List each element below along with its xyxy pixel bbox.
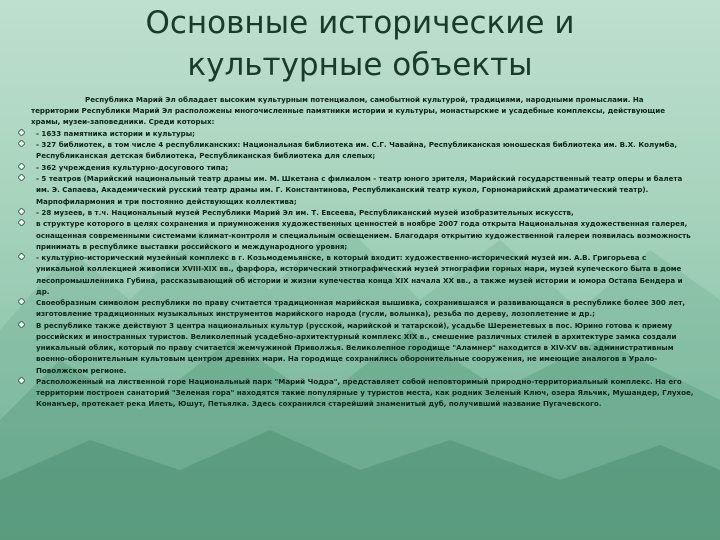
list-item: [18, 320, 694, 376]
list-item: [18, 207, 694, 218]
diamond-bullet-icon: [18, 174, 25, 181]
list-item: [18, 218, 694, 252]
diamond-bullet-icon: [18, 219, 25, 226]
list-item: [18, 128, 694, 139]
list-item: [18, 297, 694, 319]
diamond-bullet-icon: [18, 163, 25, 170]
diamond-bullet-icon: [18, 377, 25, 384]
slide-body: [18, 94, 694, 410]
intro-paragraph: Республика Марий Эл обладает высоким культурным потенциалом, самобытной культурой, традициями, народными промыслами. На территории Республики Марий Эл расположены многочисленные памятники истории и культуры, монастырские и усадебные комплексы, действующие храмы, музеи-заповедники. Среди которых:: [31, 95, 666, 127]
list-item-text: - 5 театров (Марийский национальный театр драмы им. М. Шкетана с филиалом - театр юного зрителя, Марийский государственный театр оперы и балета им. Э. Сапаева, Академический русский театр драмы им. Г. Константинова, Республиканский театр кукол, Горномарийский драматический театр). Марпофилармония и три постоянно действующих коллектива;: [36, 174, 683, 206]
list-item-text: - 362 учреждения культурно-досугового типа;: [36, 162, 229, 172]
list-item: [18, 173, 694, 207]
list-item-text: - 327 библиотек, в том числе 4 республиканских: Национальная библиотека им. С.Г. Чавайна, Республиканская юношеская библиотека им. В.Х. Колумба, Республиканская детская библиотека, Республиканская библиотека для слепых;: [36, 140, 678, 161]
diamond-bullet-icon: [18, 321, 25, 328]
list-item: [18, 252, 694, 297]
diamond-bullet-icon: [18, 129, 25, 136]
list-item: [18, 139, 694, 161]
list-item-text: в структуре которого в целях сохранения и приумножения художественных ценностей в ноябре 2007 года открыта Национальная художественная галерея, оснащенная современными системами климат-контроля и специальным освещением. Благодаря открытию художественной галереи появилась возможность принимать в республике выставки российского и международного уровня;: [36, 219, 691, 251]
diamond-bullet-icon: [18, 253, 25, 260]
diamond-bullet-icon: [18, 298, 25, 305]
list-item-text: - 28 музеев, в т.ч. Национальный музей Республики Марий Эл им. Т. Евсеева, Республиканский музей изобразительных искусств,: [36, 207, 574, 217]
diamond-bullet-icon: [18, 208, 25, 215]
list-item: [18, 162, 694, 173]
list-item-text: В республике также действуют 3 центра национальных культур (русской, марийской и татарской), усадьбе Шереметевых в пос. Юрино готова к приему российских и иностранных туристов. Великолепный усадебно-архитектурный комплекс XIX в., смешение различных стилей в архитектуре замка создали уникальный облик, который по праву считается жемчужиной Приволжья. Великолепное городище "Аламнер" находится в XIV-XV вв. административным военно-оборонительным культовым центром древних мари. На городище сохранились оборонительные сооружения, не имеющие аналогов в Урало-Поволжском регионе.: [36, 320, 677, 375]
list-item-text: Расположенный на лиственной горе Национальный парк "Марий Чодра", представляет собой неповторимый природно-территориальный комплекс. На его территории построен санаторий "Зеленая гора" находятся такие популярные у туристов места, как родник Зеленый Ключ, озера Яльчик, Мушандер, Глухое, Конанъер, протекает река Илеть, Юшут, Петьялка. Здесь сохранился старейший знаменитый дуб, получивший название Пугачевского.: [36, 376, 694, 409]
title-line-2: культурные объекты: [187, 47, 533, 83]
slide-title: [40, 2, 680, 86]
list-item-text: - 1633 памятника истории и культуры;: [36, 128, 195, 138]
title-line-1: Основные исторические и: [145, 5, 575, 41]
list-item-text: - культурно-исторический музейный комплекс в г. Козьмодемьянске, в который входит: художественно-исторический музей им. А.В. Григорьева с уникальной коллекцией живописи XVIII-XIX вв., фарфора, исторический этнографический музей этнографии горных мари, музей купеческого быта в доме лесопромышленника Губина, рассказывающий об истории и жизни купечества конца XIX начала XX вв., а также музей истории и юмора Остапа Бендера и др.: [36, 253, 683, 296]
list-item: [18, 376, 694, 410]
diamond-bullet-icon: [18, 140, 25, 147]
list-item-text: Своеобразным символом республики по праву считается традиционная марийская вышивка, сохранившаяся и развивающаяся в республике более 300 лет, изготовление традиционных музыкальных инструментов марийского народа (гусли, волынка), резьба по дереву, лозоплетение и др.;: [36, 298, 686, 319]
